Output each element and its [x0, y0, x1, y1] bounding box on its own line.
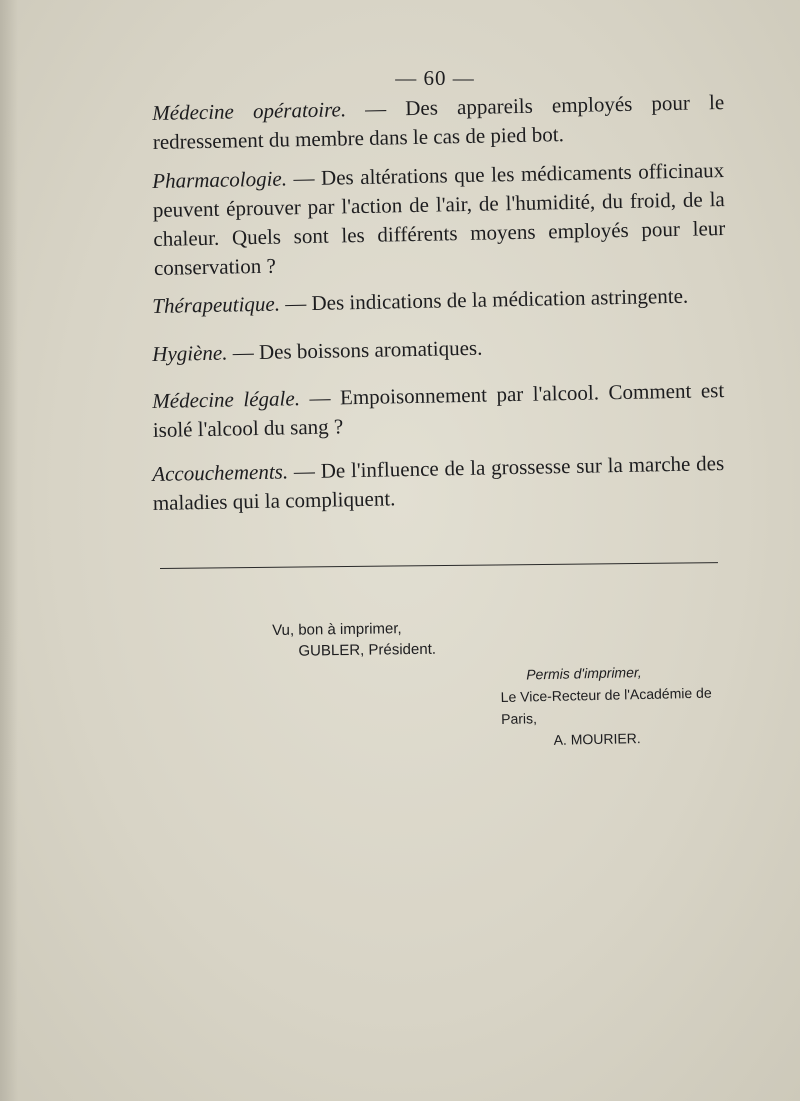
permit-signatory: A. MOURIER.	[553, 730, 641, 748]
section-text: — Des altérations que les médicaments officinaux peuvent éprouver par l'action de l'air, de l'humidité, du froid, de la chaleur. Quels sont les différents moyens employés pour leur conservation ?	[152, 158, 726, 280]
print-approval-block	[272, 618, 436, 662]
section-text: — Des appareils employés pour le redressement du membre dans le cas de pied bot.	[152, 90, 725, 154]
section-heading: Accouchements.	[152, 459, 289, 486]
section-therapeutique	[152, 281, 724, 321]
section-hygiene	[152, 329, 724, 369]
print-permit-block	[500, 659, 732, 752]
section-heading: Hygiène.	[152, 340, 228, 366]
permit-title: Permis d'imprimer,	[526, 664, 642, 683]
page-binding-shadow	[0, 0, 18, 1101]
section-heading: Médecine opératoire.	[152, 97, 347, 125]
permit-authority: Le Vice-Recteur de l'Académie de Paris,	[500, 684, 712, 727]
section-text: — Empoisonnement par l'alcool. Comment est isolé l'alcool du sang ?	[152, 378, 725, 442]
section-heading: Thérapeutique.	[152, 291, 281, 318]
separator-rule	[160, 562, 718, 569]
section-text: — De l'influence de la grossesse sur la marche des maladies qui la compliquent.	[152, 451, 725, 515]
section-medecine-legale	[152, 376, 725, 445]
section-text: — Des indications de la médication astringente.	[279, 283, 689, 316]
section-pharmacologie	[152, 156, 726, 283]
approval-line: Vu, bon à imprimer,	[272, 620, 402, 639]
section-text: — Des boissons aromatiques.	[227, 335, 483, 365]
page-number: — 60 —	[395, 66, 475, 90]
section-accouchements	[152, 449, 725, 518]
section-heading: Pharmacologie.	[152, 166, 288, 193]
section-medecine-operatoire	[152, 88, 725, 157]
approval-signatory: GUBLER, Président.	[298, 640, 437, 660]
section-heading: Médecine légale.	[152, 386, 301, 413]
